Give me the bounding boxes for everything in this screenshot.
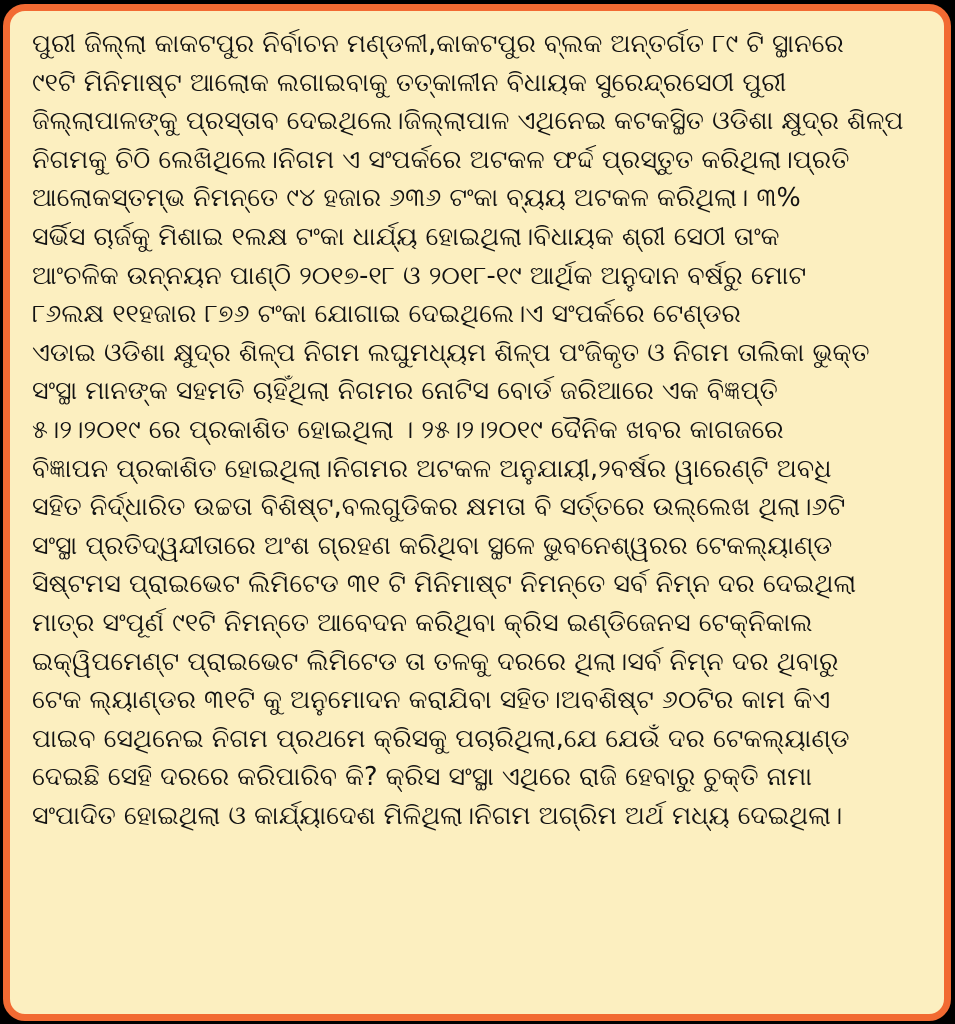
text-line: ଆଂଚଳିକ ଉନ୍ନୟନ ପାଣ୍ଠି ୨୦୧୭-୧୮ ଓ ୨୦୧୮-୧୯ ଆର୍ଥିକ ଅନୁଦାନ ବର୍ଷରୁ ମୋଟ <box>32 260 807 291</box>
text-line: ଟେକ ଲ୍ୟାଣ୍ଡର ୩୧ଟି କୁ ଅନୁମୋଦନ କରାଯିବା ସହିତ।ଅବଶିଷ୍ଟ ୬୦ଟିର କାମ କିଏ <box>32 685 831 716</box>
text-line: ୯୧ଟି ମିନିମାଷ୍ଟ ଆଲୋକ ଲଗାଇବାକୁ ତତ୍କାଳୀନ ବିଧାୟକ ସୁରେନ୍ଦ୍ରସେଠୀ ପୁରୀ <box>32 67 787 98</box>
text-line: ମାତ୍ର ସଂପୂର୍ଣ ୯୧ଟି ନିମନ୍ତେ ଆବେଦନ କରିଥିବା କ୍ରିସ ଇଣ୍ଡିଜେନସ ଟେକ୍ନିକାଲ <box>32 607 813 638</box>
text-line: ସଂସ୍ଥା ପ୍ରତିଦ୍ୱନ୍ଦୀତାରେ ଅଂଶ ଗ୍ରହଣ କରିଥିବା ସ୍ଥଳେ ଭୁବନେଶ୍ୱରର ଟେକଲ୍ୟାଣ୍ଡ <box>32 530 833 561</box>
text-line: ବିଜ୍ଞାପନ ପ୍ରକାଶିତ ହୋଇଥିଲା।ନିଗମର ଅଟକଳ ଅନୁଯାୟୀ,୨ବର୍ଷର ୱାରେଣ୍ଟି ଅବଧି <box>32 453 832 484</box>
text-line: ପାଇବ ସେଥିନେଇ ନିଗମ ପ୍ରଥମେ କ୍ରିସକୁ ପଚାରିଥିଲା,ଯେ ଯେଉଁ ଦର ଟେକଲ୍ୟାଣ୍ଡ <box>32 723 850 754</box>
text-line: ପୁରୀ ଜିଲ୍ଲା କାକଟପୁର ନିର୍ବାଚନ ମଣ୍ଡଳୀ,କାକଟପୁର ବ୍ଲକ ଅନ୍ତର୍ଗତ ୮୯ ଟି ସ୍ଥାନରେ <box>32 29 844 59</box>
text-card <box>3 4 951 1021</box>
text-line: ୫।୨।୨୦୧୯ ରେ ପ୍ରକାଶିତ ହୋଇଥିଲା । ୨୫।୨।୨୦୧୯ ଦୈନିକ ଖବର କାଗଜରେ <box>32 414 784 445</box>
text-line: ଇକ୍ୱିପମେଣ୍ଟ ପ୍ରାଇଭେଟ ଲିମିଟେଡ ତା ତଳକୁ ଦରରେ ଥିଲା।ସର୍ବ ନିମ୍ନ ଦର ଥିବାରୁ <box>32 646 839 677</box>
text-line: ସହିତ ନିର୍ଦ୍ଧାରିତ ଉଚ୍ଚତା ବିଶିଷ୍ଟ,ବଲଗୁଡିକର କ୍ଷମତା ବି ସର୍ତ୍ତରେ ଉଲ୍ଲେଖ ଥିଲା।୬ଟି <box>32 492 846 523</box>
text-line: ସଂପାଦିତ ହୋଇଥିଲା ଓ କାର୍ଯ୍ୟାଦେଶ ମିଳିଥିଲା।ନିଗମ ଅଗ୍ରିମ ଅର୍ଥ ମଧ୍ୟ ଦେଇଥିଲା। <box>32 800 843 831</box>
text-line: ନିଗମକୁ ଚିଠି ଲେଖିଥିଲେ।ନିଗମ ଏ ସଂପର୍କରେ ଅଟକଳ ଫର୍ଦ୍ଦ ପ୍ରସ୍ତୁତ କରିଥିଲା।ପ୍ରତି <box>32 144 850 175</box>
text-line: ଆଲୋକସ୍ତମ୍ଭ ନିମନ୍ତେ ୯୪ ହଜାର ୬୩୬ ଟଂକା ବ୍ୟୟ ଅଟକଳ କରିଥିଲା। ୩% <box>32 183 801 214</box>
text-line: ସଂସ୍ଥା ମାନଙ୍କ ସହମତି ଚାହିଁଥିଲା ନିଗମର ନୋଟିସ ବୋର୍ଡ ଜରିଆରେ ଏକ ବିଜ୍ଞପ୍ତି <box>32 376 778 407</box>
text-line: ଜିଲ୍ଲାପାଳଙ୍କୁ ପ୍ରସ୍ତାବ ଦେଇଥିଲେ।ଜିଲ୍ଲାପାଳ ଏଥିନେଇ କଟକସ୍ଥିତ ଓଡିଶା କ୍ଷୁଦ୍ର ଶିଳ୍ପ <box>32 106 904 137</box>
text-line: ସିଷ୍ଟମସ ପ୍ରାଇଭେଟ ଲିମିଟେଡ ୩୧ ଟି ମିନିମାଷ୍ଟ ନିମନ୍ତେ ସର୍ବ ନିମ୍ନ ଦର ଦେଇଥିଲା <box>32 569 857 600</box>
text-line: ସର୍ଭିସ ଚାର୍ଜକୁ ମିଶାଇ ୧ଲକ୍ଷ ଟଂକା ଧାର୍ଯ୍ୟ ହୋଇଥିଲା।ବିଧାୟକ ଶ୍ରୀ ସେଠୀ ତାଂକ <box>32 221 780 252</box>
text-line: ଏଡାଇ ଓଡିଶା କ୍ଷୁଦ୍ର ଶିଳ୍ପ ନିଗମ ଲଘୁମଧ୍ୟମ ଶିଳ୍ପ ପଂଜିକୃତ ଓ ନିଗମ ତାଲିକା ଭୁକ୍ତ <box>32 337 870 368</box>
text-line: ଦେଇଛି ସେହି ଦରରେ କରିପାରିବ କି? କ୍ରିସ ସଂସ୍ଥା ଏଥିରେ ରାଜି ହେବାରୁ ଚୁକ୍ତି ନାମା <box>32 762 813 793</box>
text-line: ୮୬ଲକ୍ଷ ୧୧ହଜାର ୮୭୬ ଟଂକା ଯୋଗାଇ ଦେଇଥିଲେ।ଏ ସଂପର୍କରେ ଟେଣ୍ଡର <box>32 299 741 330</box>
paragraph <box>32 25 932 835</box>
